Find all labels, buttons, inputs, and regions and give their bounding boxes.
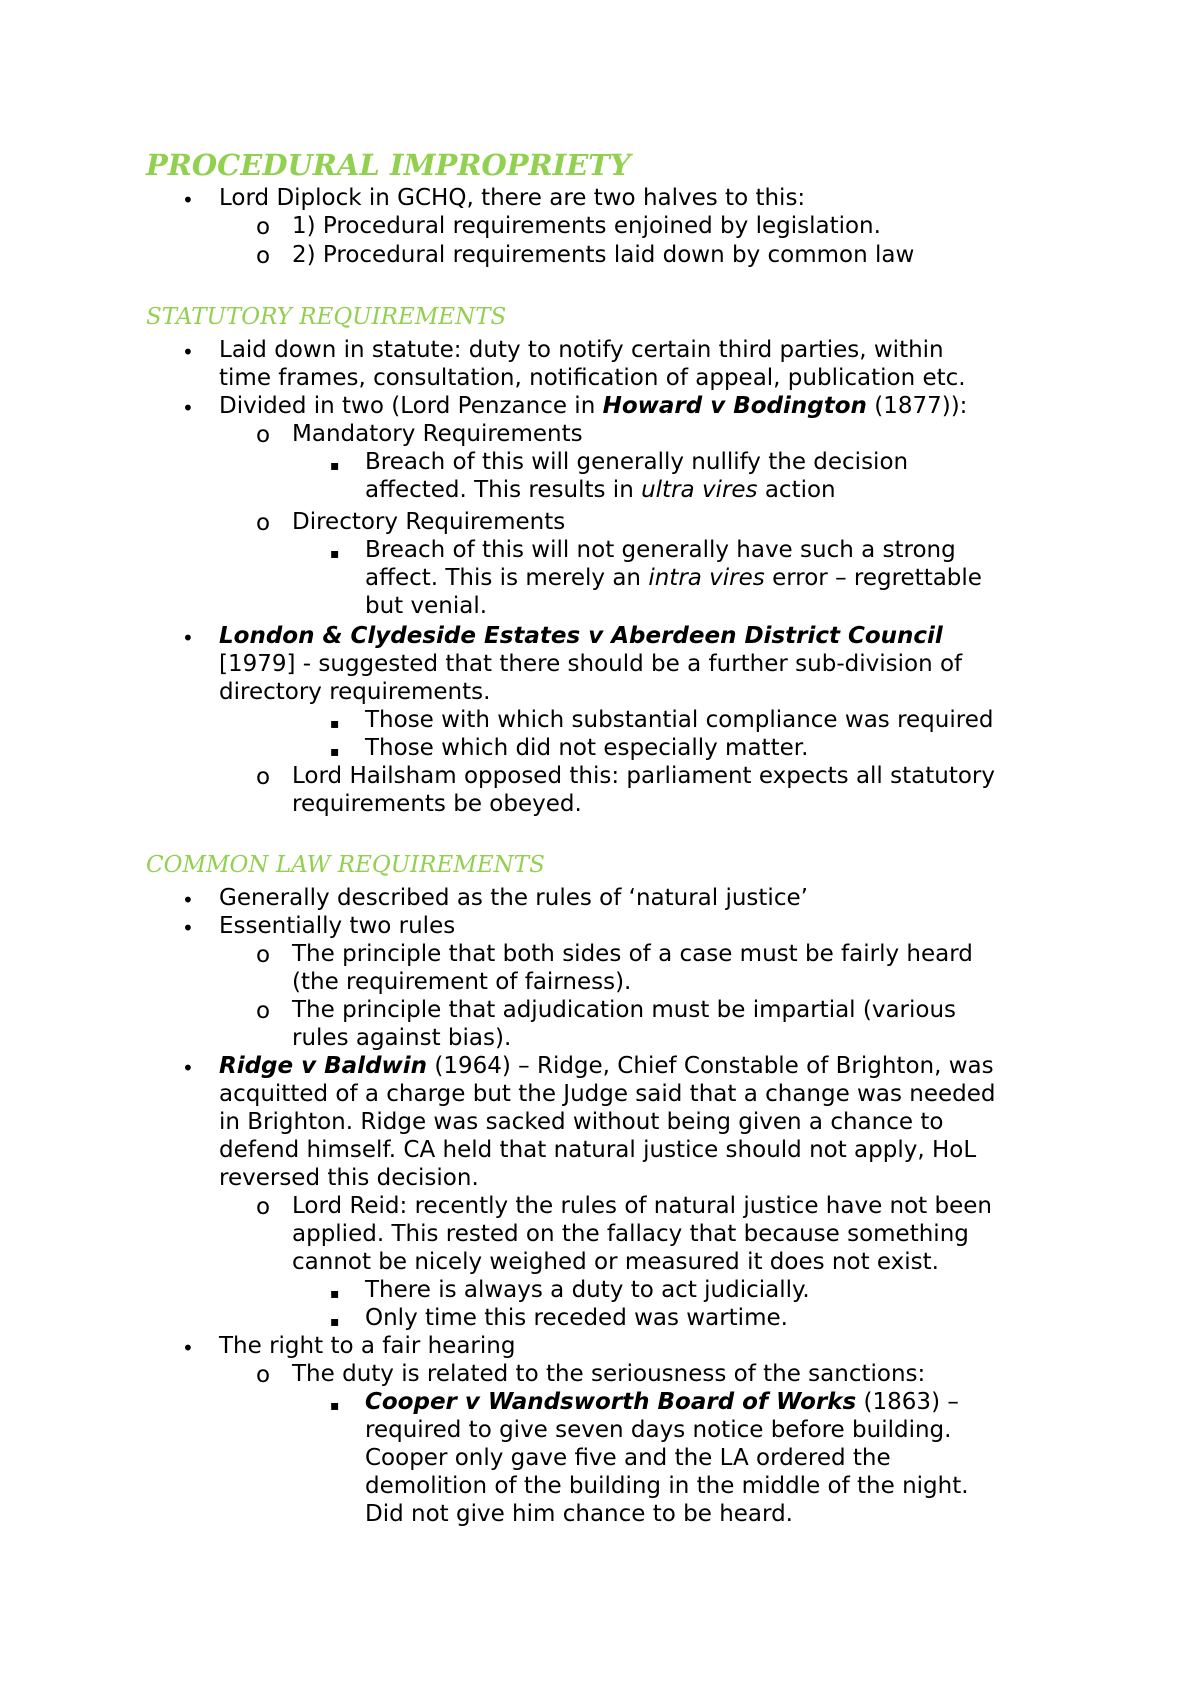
case-name: London & Clydeside Estates v Aberdeen District Council	[219, 623, 943, 649]
paragraph-line: The principle that both sides of a case must be fairly heard	[292, 941, 973, 967]
paragraph-line: (the requirement of fairness).	[292, 969, 632, 995]
text-run: (1964) – Ridge, Chief Constable of Brighton, was	[427, 1053, 994, 1079]
sub-bullet-icon: o	[256, 1194, 271, 1220]
paragraph-line: required to give seven days notice before building.	[365, 1417, 952, 1443]
square-bullet-icon: ▪	[330, 1314, 340, 1330]
paragraph-line: Essentially two rules	[219, 913, 456, 939]
italic-term: intra vires	[648, 565, 765, 591]
paragraph-line: 2) Procedural requirements laid down by common law	[292, 242, 915, 268]
sub-bullet-icon: o	[256, 1362, 271, 1388]
paragraph-line: Lord Reid: recently the rules of natural justice have not been	[292, 1193, 992, 1219]
paragraph-line: The principle that adjudication must be impartial (various	[292, 997, 957, 1023]
bullet-icon: •	[182, 888, 194, 912]
bullet-icon: •	[182, 916, 194, 940]
paragraph-line: [1979] - suggested that there should be a further sub-division of	[219, 651, 963, 677]
case-name: Ridge v Baldwin	[219, 1053, 428, 1079]
italic-term: ultra vires	[641, 477, 758, 503]
text-run: Divided in two (Lord Penzance in	[219, 393, 603, 419]
paragraph-line: Lord Hailsham opposed this: parliament expects all statutory	[292, 763, 995, 789]
paragraph-line: Breach of this will generally nullify the decision	[365, 449, 909, 475]
sub-bullet-icon: o	[256, 764, 271, 790]
sub-bullet-icon: o	[256, 510, 271, 536]
bullet-icon: •	[182, 396, 194, 420]
paragraph-line	[219, 392, 967, 420]
square-bullet-icon: ▪	[330, 1398, 340, 1414]
paragraph-line: Directory Requirements	[292, 509, 566, 535]
sub-bullet-icon: o	[256, 422, 271, 448]
paragraph-line: Mandatory Requirements	[292, 421, 583, 447]
paragraph-line: requirements be obeyed.	[292, 791, 582, 817]
paragraph-line: Lord Diplock in GCHQ, there are two halves to this:	[219, 185, 806, 211]
case-name: Cooper v Wandsworth Board of Works	[365, 1389, 857, 1415]
square-bullet-icon: ▪	[330, 1286, 340, 1302]
paragraph-line: Cooper only gave five and the LA ordered the	[365, 1445, 891, 1471]
paragraph-line: The duty is related to the seriousness of the sanctions:	[292, 1361, 926, 1387]
section-heading-statutory: STATUTORY REQUIREMENTS	[146, 304, 507, 330]
paragraph-line	[365, 1388, 959, 1416]
bullet-icon: •	[182, 188, 194, 212]
paragraph-line: reversed this decision.	[219, 1165, 479, 1191]
paragraph-line: time frames, consultation, notification of appeal, publication etc.	[219, 365, 966, 391]
paragraph-line: Laid down in statute: duty to notify certain third parties, within	[219, 337, 944, 363]
paragraph-line: demolition of the building in the middle of the night.	[365, 1473, 969, 1499]
paragraph-line	[219, 1052, 994, 1080]
square-bullet-icon: ▪	[330, 744, 340, 760]
bullet-icon: •	[182, 340, 194, 364]
paragraph-line: Those which did not especially matter.	[365, 735, 809, 761]
text-run: affected. This results in	[365, 477, 642, 503]
paragraph-line: in Brighton. Ridge was sacked without being given a chance to	[219, 1109, 944, 1135]
paragraph-line: Those with which substantial compliance was required	[365, 707, 994, 733]
square-bullet-icon: ▪	[330, 716, 340, 732]
text-run: affect. This is merely an	[365, 565, 649, 591]
paragraph-line	[365, 476, 836, 504]
paragraph-line: Did not give him chance to be heard.	[365, 1501, 793, 1527]
sub-bullet-icon: o	[256, 942, 271, 968]
sub-bullet-icon: o	[256, 214, 271, 240]
page-title: PROCEDURAL IMPROPRIETY	[146, 148, 631, 182]
section-heading-common-law: COMMON LAW REQUIREMENTS	[146, 852, 545, 878]
sub-bullet-icon: o	[256, 243, 271, 269]
paragraph-line: Only time this receded was wartime.	[365, 1305, 788, 1331]
paragraph-line: defend himself. CA held that natural justice should not apply, HoL	[219, 1137, 977, 1163]
case-name: Howard v Bodington	[602, 393, 867, 419]
paragraph-line: acquitted of a charge but the Judge said that a change was needed	[219, 1081, 996, 1107]
square-bullet-icon: ▪	[330, 458, 340, 474]
paragraph-line	[365, 564, 982, 592]
bullet-icon: •	[182, 1056, 194, 1080]
paragraph-line: applied. This rested on the fallacy that because something	[292, 1221, 969, 1247]
text-run: action	[757, 477, 836, 503]
paragraph-line: cannot be nicely weighed or measured it does not exist.	[292, 1249, 939, 1275]
square-bullet-icon: ▪	[330, 546, 340, 562]
text-run: (1877)):	[866, 393, 968, 419]
paragraph-line: The right to a fair hearing	[219, 1333, 516, 1359]
paragraph-line: but venial.	[365, 593, 488, 619]
paragraph-line: 1) Procedural requirements enjoined by legislation.	[292, 213, 881, 239]
bullet-icon: •	[182, 1336, 194, 1360]
text-run: (1863) –	[856, 1389, 959, 1415]
sub-bullet-icon: o	[256, 998, 271, 1024]
bullet-icon: •	[182, 626, 194, 650]
paragraph-line: rules against bias).	[292, 1025, 512, 1051]
paragraph-line: directory requirements.	[219, 679, 491, 705]
paragraph-line: Generally described as the rules of ‘natural justice’	[219, 885, 808, 911]
paragraph-line: There is always a duty to act judicially.	[365, 1277, 810, 1303]
text-run: error – regrettable	[764, 565, 982, 591]
paragraph-line: Breach of this will not generally have such a strong	[365, 537, 956, 563]
